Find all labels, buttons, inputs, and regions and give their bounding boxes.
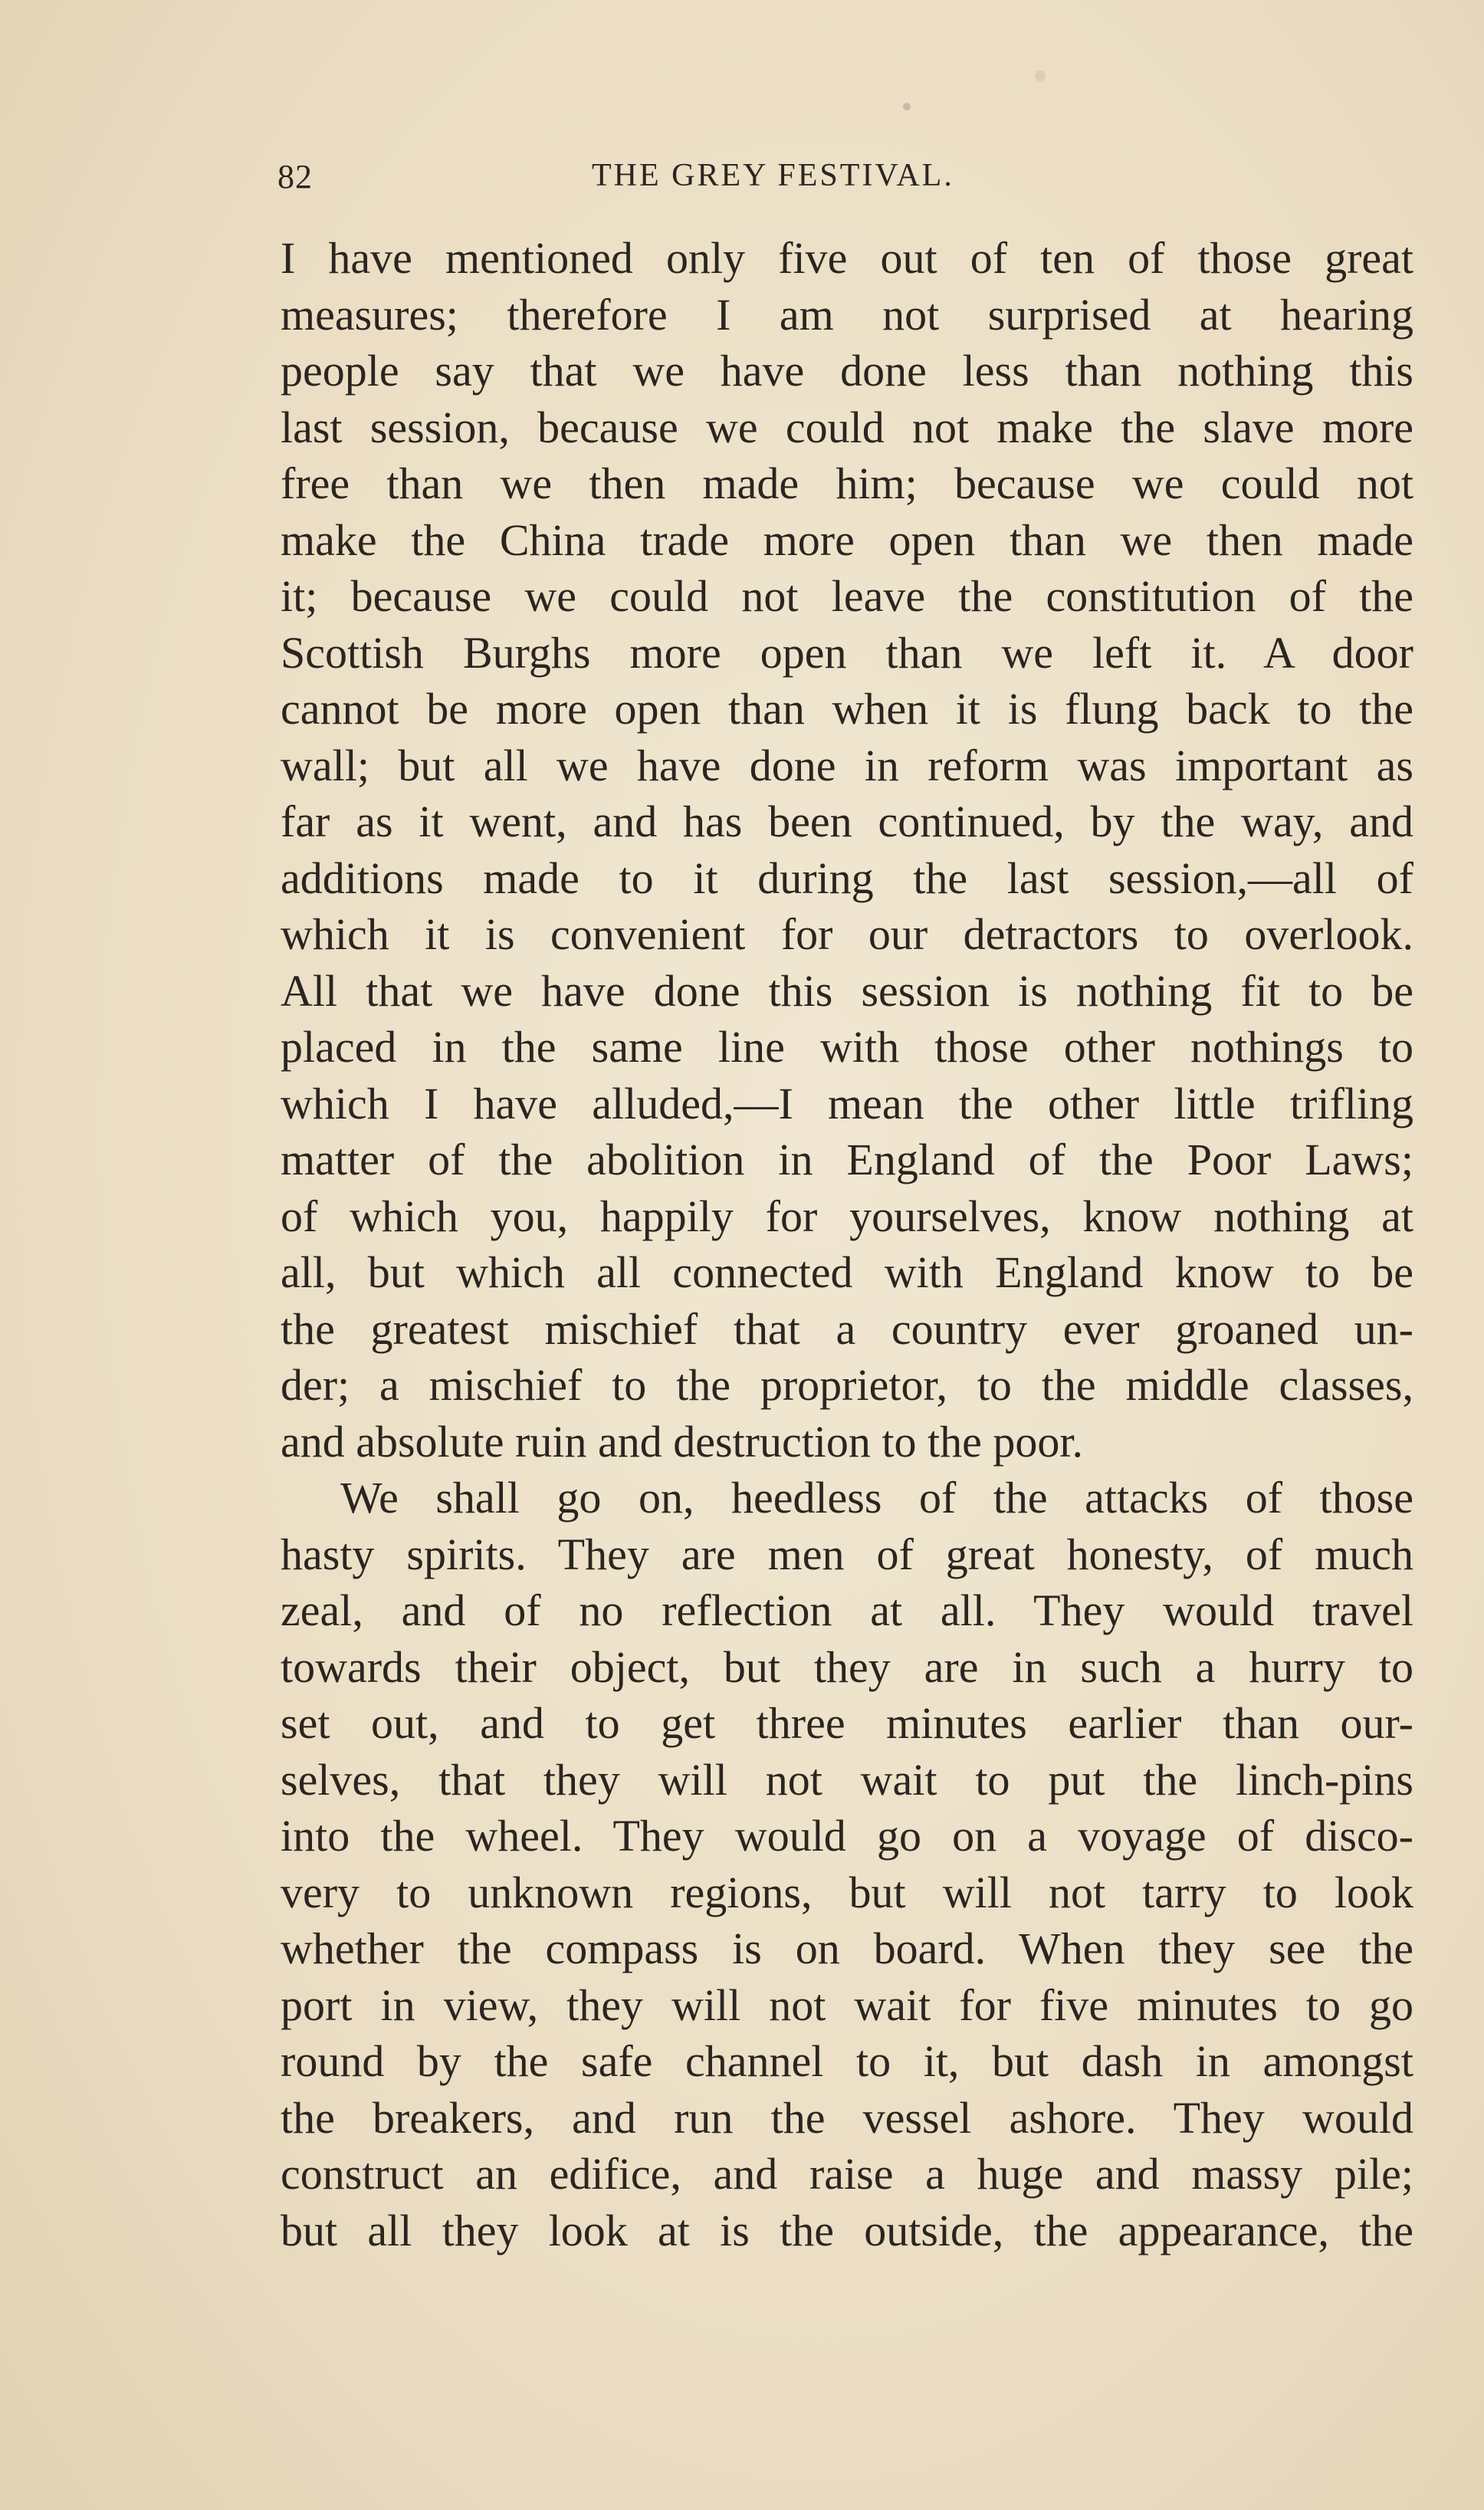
paragraph-first-line: We shall go on, heedless of the attacks of those: [340, 1473, 1413, 1523]
text-line: which it is convenient for our detractors to overlook.: [281, 909, 1413, 959]
paper-speck: [1035, 71, 1046, 81]
text-line: construct an edifice, and raise a huge and massy pile;: [281, 2149, 1413, 2199]
text-line: cannot be more open than when it is flung back to the: [281, 684, 1413, 734]
text-line: people say that we have done less than nothing this: [281, 346, 1413, 396]
text-line: very to unknown regions, but will not tarry to look: [281, 1867, 1413, 1917]
text-line: matter of the abolition in England of the Poor Laws;: [281, 1135, 1413, 1184]
text-line: whether the compass is on board. When they see the: [281, 1924, 1413, 1973]
text-line: far as it went, and has been continued, by the way, and: [281, 797, 1413, 846]
body-text: [281, 230, 1413, 2259]
text-line: but all they look at is the outside, the appearance, the: [281, 2205, 1413, 2255]
text-line: which I have alluded,—I mean the other little trifling: [281, 1078, 1413, 1129]
text-line: All that we have done this session is nothing fit to be: [281, 965, 1413, 1016]
text-line: it; because we could not leave the constitution of the: [281, 571, 1413, 621]
text-line: zeal, and of no reflection at all. They would travel: [281, 1585, 1413, 1635]
page-number: 82: [277, 158, 313, 195]
text-line: make the China trade more open than we then made: [281, 514, 1413, 565]
text-line: the greatest mischief that a country ever groaned un-: [281, 1303, 1413, 1354]
text-line: I have mentioned only five out of ten of those great: [281, 233, 1413, 283]
text-line: towards their object, but they are in such a hurry to: [281, 1641, 1413, 1692]
text-line: last session, because we could not make the slave more: [281, 402, 1413, 452]
running-title: THE GREY FESTIVAL.: [592, 158, 954, 193]
text-line: the breakers, and run the vessel ashore. They would: [281, 2092, 1413, 2143]
text-line: additions made to it during the last session,—all of: [281, 853, 1413, 903]
text-line: of which you, happily for yourselves, know nothing at: [281, 1191, 1413, 1241]
text-line: free than we then made him; because we could not: [281, 458, 1413, 508]
text-line: selves, that they will not wait to put the linch-pins: [281, 1754, 1413, 1805]
text-line: port in view, they will not wait for five minutes to go: [281, 1979, 1413, 2030]
paper-speck: [903, 103, 911, 110]
text-line: all, but which all connected with England know to be: [281, 1247, 1413, 1297]
running-head: [277, 157, 1121, 203]
text-line: wall; but all we have done in reform was important as: [281, 740, 1413, 790]
text-line: Scottish Burghs more open than we left it. A door: [281, 627, 1413, 678]
text-line: into the wheel. They would go on a voyage of disco-: [281, 1811, 1413, 1861]
text-line: der; a mischief to the proprietor, to the middle classes,: [281, 1360, 1413, 1410]
text-line: round by the safe channel to it, but dash in amongst: [281, 2036, 1413, 2086]
text-line: measures; therefore I am not surprised at hearing: [281, 289, 1413, 340]
text-line: set out, and to get three minutes earlier than our-: [281, 1698, 1413, 1748]
text-line: placed in the same line with those other nothings to: [281, 1022, 1413, 1072]
text-line: hasty spirits. They are men of great honesty, of much: [281, 1529, 1413, 1579]
paragraph-last-line: and absolute ruin and destruction to the poor.: [281, 1416, 1084, 1467]
